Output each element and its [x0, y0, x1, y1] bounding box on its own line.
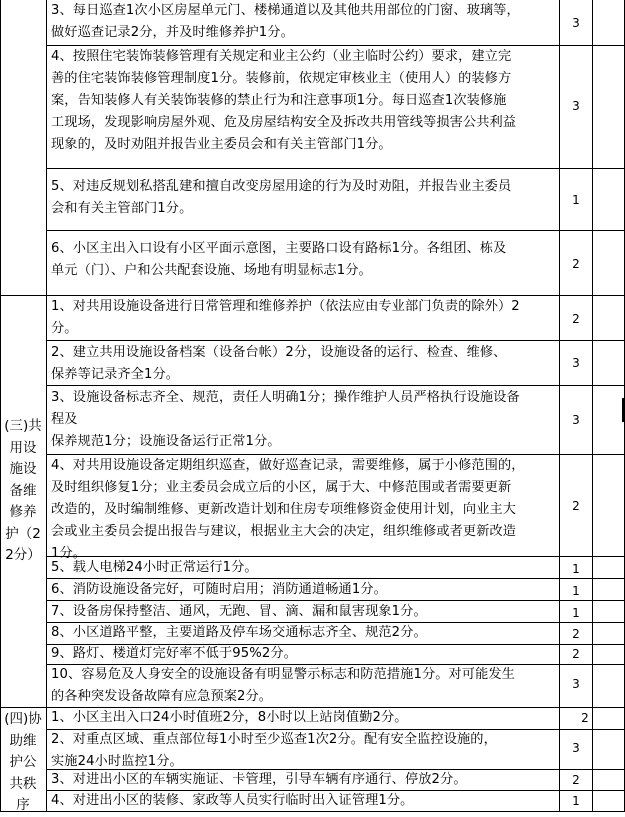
- score-value: 2: [581, 711, 589, 725]
- score-value: 1: [572, 562, 580, 576]
- score-value: 3: [572, 741, 580, 755]
- table-row-text: 8、小区道路平整，主要道路及停车场交通标志齐全、规范2分。: [51, 625, 427, 640]
- table-row-text: 2、对重点区域、重点部位每1小时至少巡查1次2分。配有安全监控设施的， 实施24小时监控1分。: [51, 732, 497, 769]
- score-value: 1: [572, 794, 580, 808]
- table-row-text: 9、路灯、楼道灯完好率不低于95%2分。: [51, 646, 297, 661]
- score-value: 1: [572, 193, 580, 207]
- score-value: 3: [572, 677, 580, 691]
- table-row-text: 5、载人电梯24小时正常运行1分。: [51, 560, 258, 575]
- table-row-text: 1、对共用设施设备进行日常管理和维修养护（依法应由专业部门负责的除外）2 分。: [51, 299, 520, 336]
- table-divider-remark: [592, 0, 593, 812]
- score-value: 2: [572, 499, 580, 513]
- table-row-text: 10、容易危及人身安全的设施设备有明显警示标志和防范措施1分。对可能发生 的各种突发设备故障有应急预案2分。: [51, 667, 515, 704]
- table-row-text: 3、对进出小区的车辆实施证、卡管理，引导车辆有序通行、停放2分。: [51, 772, 467, 787]
- category-label: (四)协助维护公共秩序: [4, 711, 42, 813]
- table-row-text: 6、消防设施设备完好，可随时启用；消防通道畅通1分。: [51, 582, 387, 597]
- score-value: 1: [572, 606, 580, 620]
- score-value: 3: [572, 413, 580, 427]
- score-value: 3: [572, 99, 580, 113]
- row-line: [46, 168, 625, 169]
- table-row-text: 4、对共用设施设备定期组织巡查，做好巡查记录，需要维修，属于小修范围的， 及时组织修复1分；业主委员会成立后的小区，属于大、中修范围或者需要更新 改造的，及时编制维修、更新改造计划和住房专项维修资金使用计划，向业主大 会或业主委员会提出报告与建议，根据业主大会的决定，组织维修或者更新改造 1分。: [51, 458, 525, 561]
- score-value: 3: [572, 356, 580, 370]
- score-value: 2: [572, 257, 580, 271]
- category-label: (三)共用设施设备维修养护（22分）: [4, 418, 42, 563]
- table-row-text: 2、建立共用设施设备档案（设备台帐）2分，设施设备的运行、检查、维修、 保养等记录齐全1分。: [51, 345, 507, 382]
- table-row-text: 1、小区主出入口24小时值班2分，8小时以上站岗值勤2分。: [51, 710, 408, 725]
- score-value: 2: [572, 773, 580, 787]
- score-value: 2: [572, 647, 580, 661]
- row-line: [46, 230, 625, 231]
- table-row-text: 7、设备房保持整洁、通风，无跑、冒、滴、漏和鼠害现象1分。: [51, 604, 427, 619]
- table-row-text: 4、按照住宅装饰装修管理有关规定和业主公约（业主临时公约）要求，建立完 善的住宅装饰装修管理制度1分。装修前，依规定审核业主（使用人）的装修方 案，告知装修人有关装饰装修的禁止行为和注意事项1分。每日巡查1次装修施 工现场，发现影响房屋外观、危及房屋结构安全及拆改共用管线等损害公共利益 现象的，及时劝阻并报告业主委员会和有关主管部门1分。: [51, 49, 517, 152]
- score-value: 3: [572, 16, 580, 30]
- score-value: 2: [572, 312, 580, 326]
- score-value: 2: [572, 627, 580, 641]
- table-row-text: 3、设施设备标志齐全、规范，责任人明确1分；操作维护人员严格执行设施设备 程及 保养规范1分；设施设备运行正常1分。: [51, 390, 520, 449]
- table-divider-category: [46, 0, 47, 812]
- table-row-text: 5、对违反规划私搭乱建和擅自改变房屋用途的行为及时劝阻，并报告业主委员 会和有关主管部门1分。: [51, 179, 512, 216]
- table-row-text: 3、每日巡查1次小区房屋单元门、楼梯通道以及其他共用部位的门窗、玻璃等， 做好巡查记录2分，并及时维修养护1分。: [51, 3, 520, 40]
- score-value: 1: [572, 584, 580, 598]
- row-line: [46, 340, 625, 341]
- table-border-left: [0, 0, 1, 812]
- table-row-text: 6、小区主出入口设有小区平面示意图，主要路口设有路标1分。各组团、栋及 单元（门）、户和公共配套设施、场地有明显标志1分。: [51, 241, 507, 278]
- table-row-text: 4、对进出小区的装修、家政等人员实行临时出入证管理1分。: [51, 793, 414, 808]
